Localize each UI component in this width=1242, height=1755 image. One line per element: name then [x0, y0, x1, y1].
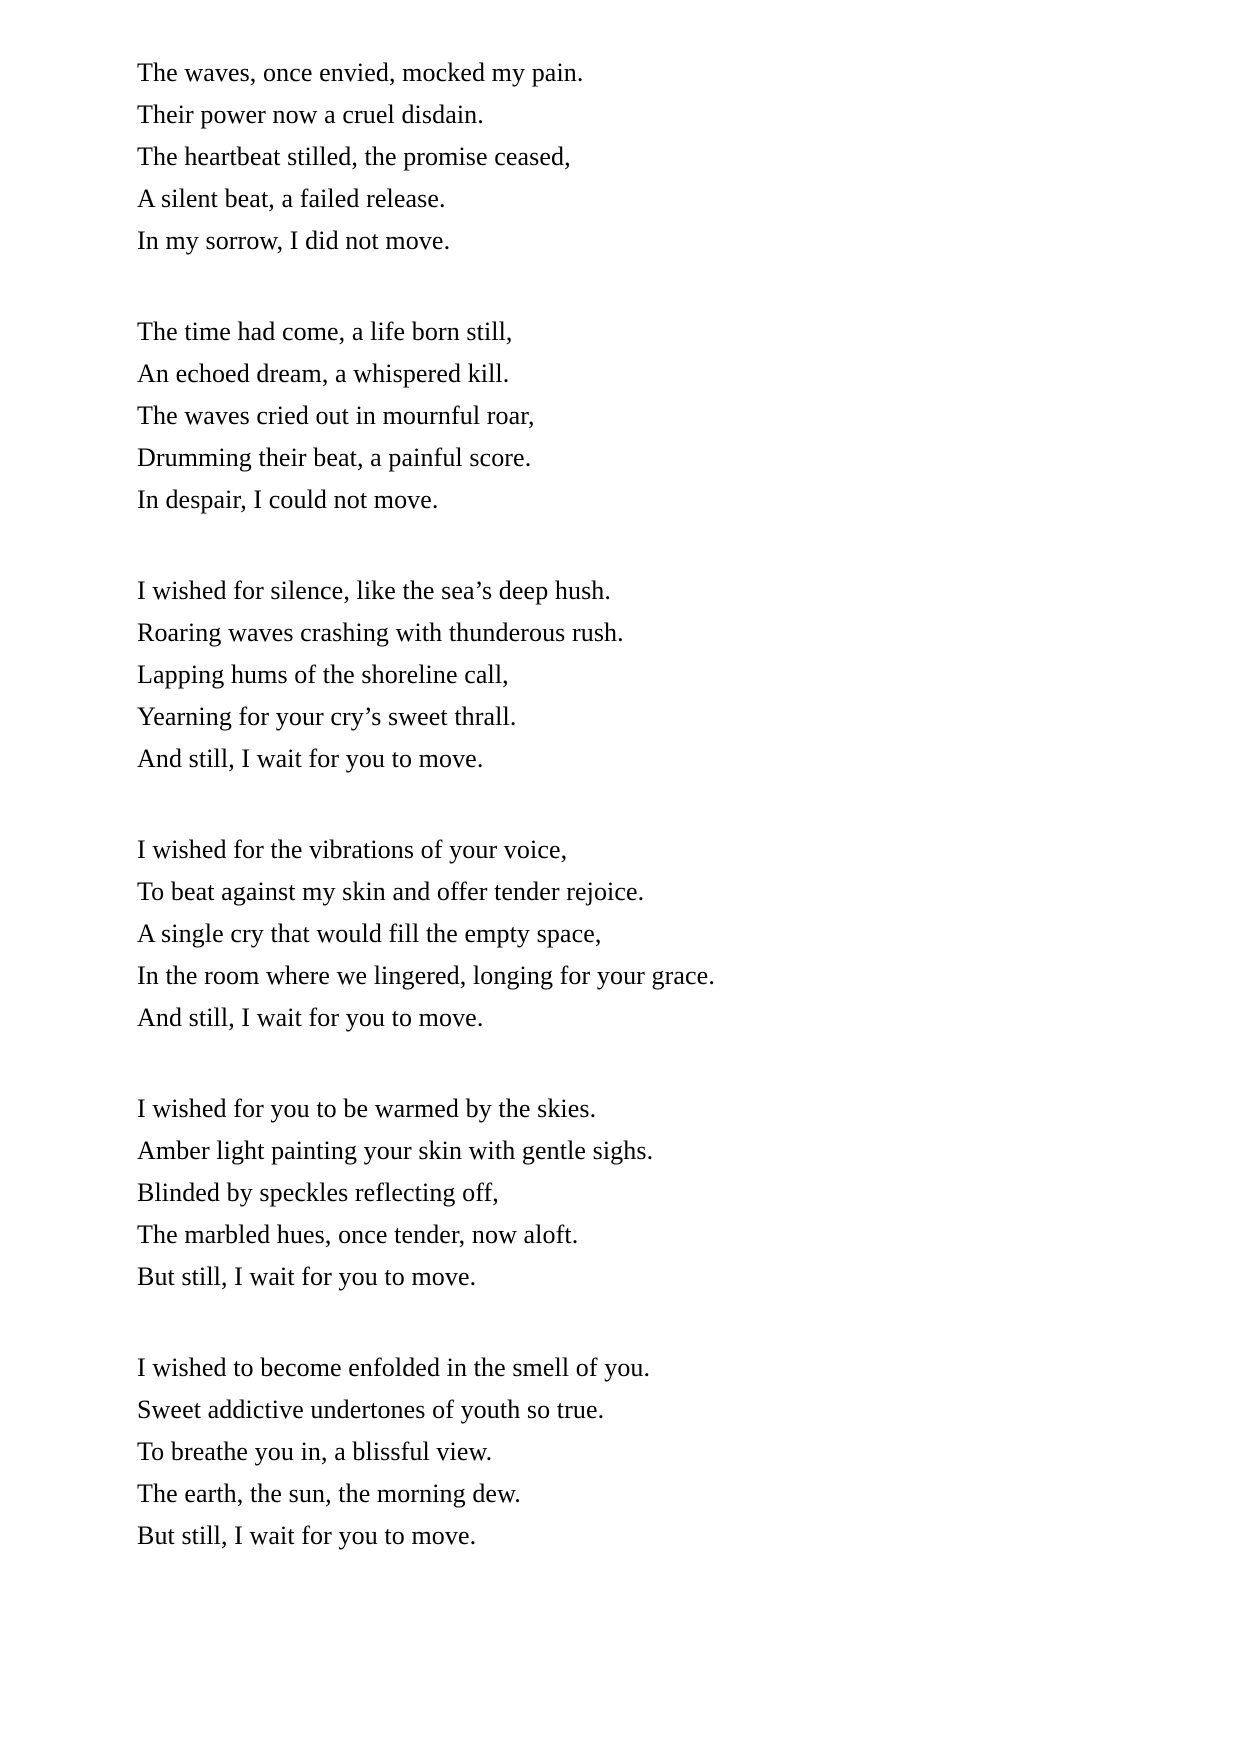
poem-line: To beat against my skin and offer tender rejoice. — [137, 877, 645, 906]
poem-line: In the room where we lingered, longing for your grace. — [137, 961, 715, 990]
poem-stanza — [137, 52, 1162, 262]
poem-stanza — [137, 1088, 1162, 1298]
poem-line: I wished for silence, like the sea’s deep hush. — [137, 576, 612, 605]
poem-line: The earth, the sun, the morning dew. — [137, 1479, 521, 1508]
poem-stanza — [137, 570, 1162, 780]
poem-line: To breathe you in, a blissful view. — [137, 1437, 493, 1466]
poem-line: Roaring waves crashing with thunderous rush. — [137, 618, 624, 647]
poem-line: The waves, once envied, mocked my pain. — [137, 58, 584, 87]
poem-line: A silent beat, a failed release. — [137, 184, 446, 213]
poem-line: And still, I wait for you to move. — [137, 1003, 484, 1032]
poem-line: The waves cried out in mournful roar, — [137, 401, 535, 430]
poem-line: And still, I wait for you to move. — [137, 744, 484, 773]
poem-line: I wished to become enfolded in the smell of you. — [137, 1353, 651, 1382]
poem-line: The time had come, a life born still, — [137, 317, 513, 346]
poem-line: The heartbeat stilled, the promise ceased, — [137, 142, 571, 171]
poem-line: Their power now a cruel disdain. — [137, 100, 484, 129]
poem-line: I wished for the vibrations of your voice, — [137, 835, 568, 864]
poem-line: An echoed dream, a whispered kill. — [137, 359, 510, 388]
poem-line: Sweet addictive undertones of youth so true. — [137, 1395, 605, 1424]
poem-line: The marbled hues, once tender, now aloft. — [137, 1220, 579, 1249]
poem-line: Lapping hums of the shoreline call, — [137, 660, 509, 689]
poem-line: But still, I wait for you to move. — [137, 1521, 477, 1550]
poem-line: In my sorrow, I did not move. — [137, 226, 451, 255]
poem-stanza — [137, 829, 1162, 1039]
poem-stanza — [137, 311, 1162, 521]
poem-stanza — [137, 1347, 1162, 1557]
poem-line: In despair, I could not move. — [137, 485, 439, 514]
poem-line: Drumming their beat, a painful score. — [137, 443, 532, 472]
poem-line: But still, I wait for you to move. — [137, 1262, 477, 1291]
poem-line: Blinded by speckles reflecting off, — [137, 1178, 499, 1207]
poem-line: Yearning for your cry’s sweet thrall. — [137, 702, 517, 731]
poem-line: Amber light painting your skin with gentle sighs. — [137, 1136, 654, 1165]
poem-line: I wished for you to be warmed by the skies. — [137, 1094, 597, 1123]
poem-line: A single cry that would fill the empty space, — [137, 919, 602, 948]
